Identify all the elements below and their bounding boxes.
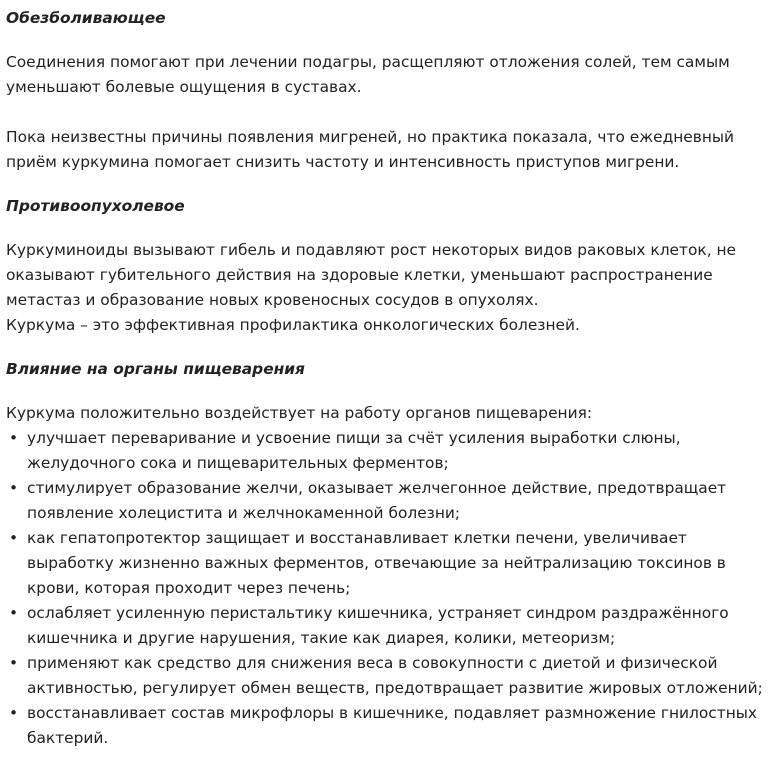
list-item <box>6 651 765 701</box>
section-heading-analgesic: Обезболивающее <box>6 9 166 27</box>
list-item <box>6 601 765 651</box>
list-item-text: как гепатопротектор защищает и восстанавливает клетки печени, увеличивает выработку жизненно важных ферментов, отвечающие за нейтрализацию токсинов в крови, которая проходит через печень; <box>27 529 726 597</box>
bullet-icon: • <box>9 529 19 547</box>
digestion-effects-list <box>6 426 765 751</box>
paragraph-migraine: Пока неизвестны причины появления мигреней, но практика показала, что ежедневный приём куркумина помогает снизить частоту и интенсивность приступов мигрени. <box>6 128 735 171</box>
bullet-icon: • <box>9 479 19 497</box>
paragraph-gout: Соединения помогают при лечении подагры, расщепляют отложения солей, тем самым уменьшают болевые ощущения в суставах. <box>6 53 730 96</box>
list-item <box>6 526 765 601</box>
list-item-text: ослабляет усиленную перистальтику кишечника, устраняет синдром раздражённого кишечника и другие нарушения, такие как диарея, колики, метеоризм; <box>27 604 729 647</box>
list-item-text: стимулирует образование желчи, оказывает желчегонное действие, предотвращает появление холецистита и желчнокаменной болезни; <box>27 479 727 522</box>
bullet-icon: • <box>9 654 19 672</box>
list-item <box>6 426 765 476</box>
list-item-text: улучшает переваривание и усвоение пищи за счёт усиления выработки слюны, желудочного сока и пищеварительных ферментов; <box>27 429 681 472</box>
bullet-icon: • <box>9 429 19 447</box>
paragraph-digestion-intro: Куркума положительно воздействует на работу органов пищеварения: <box>6 404 593 422</box>
paragraph-prevention: Куркума – это эффективная профилактика онкологических болезней. <box>6 316 580 334</box>
list-item <box>6 476 765 526</box>
list-item-text: применяют как средство для снижения веса в совокупности с диетой и физической активностью, регулирует обмен веществ, предотвращает развитие жировых отложений; <box>27 654 763 697</box>
paragraph-curcuminoids: Куркуминоиды вызывают гибель и подавляют рост некоторых видов раковых клеток, не оказывают губительного действия на здоровые клетки, уменьшают распространение метастаз и образование новых кровеносных сосудов в опухолях. <box>6 241 737 309</box>
bullet-icon: • <box>9 704 19 722</box>
list-item-text: восстанавливает состав микрофлоры в кишечнике, подавляет размножение гнилостных бактерий. <box>27 704 758 747</box>
list-item <box>6 701 765 751</box>
section-heading-digestion: Влияние на органы пищеварения <box>6 360 305 378</box>
section-heading-antitumor: Противоопухолевое <box>6 197 185 215</box>
bullet-icon: • <box>9 604 19 622</box>
